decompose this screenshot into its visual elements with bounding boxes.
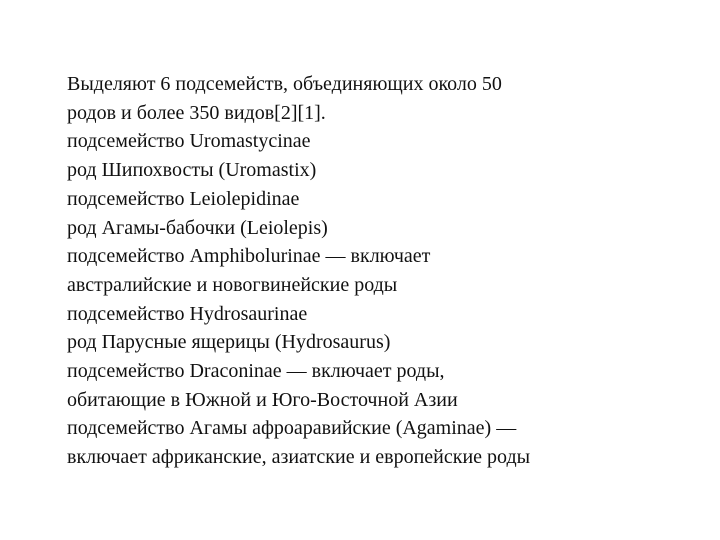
text-line: подсемейство Amphibolurinae — включает	[67, 245, 431, 268]
text-line: австралийские и новогвинейские роды	[67, 273, 398, 296]
text-line: подсемейство Draconinae — включает роды,	[67, 360, 445, 383]
text-line: включает африканские, азиатские и европейские роды	[67, 446, 531, 469]
text-line: род Парусные ящерицы (Hydrosaurus)	[67, 331, 391, 354]
text-line: родов и более 350 видов[2][1].	[67, 101, 326, 124]
text-line: род Шипохвосты (Uromastix)	[67, 159, 317, 182]
text-line: род Агамы-бабочки (Leiolepis)	[67, 216, 328, 239]
text-line: подсемейство Hydrosaurinae	[67, 302, 308, 325]
text-line: обитающие в Южной и Юго-Восточной Азии	[67, 388, 458, 411]
text-line: подсемейство Uromastycinae	[67, 130, 311, 153]
text-line: подсемейство Leiolepidinae	[67, 187, 300, 210]
text-line: Выделяют 6 подсемейств, объединяющих около 50	[67, 73, 502, 95]
slide-text-block	[67, 70, 687, 472]
text-line: подсемейство Агамы афроаравийские (Agaminae) —	[67, 417, 517, 440]
